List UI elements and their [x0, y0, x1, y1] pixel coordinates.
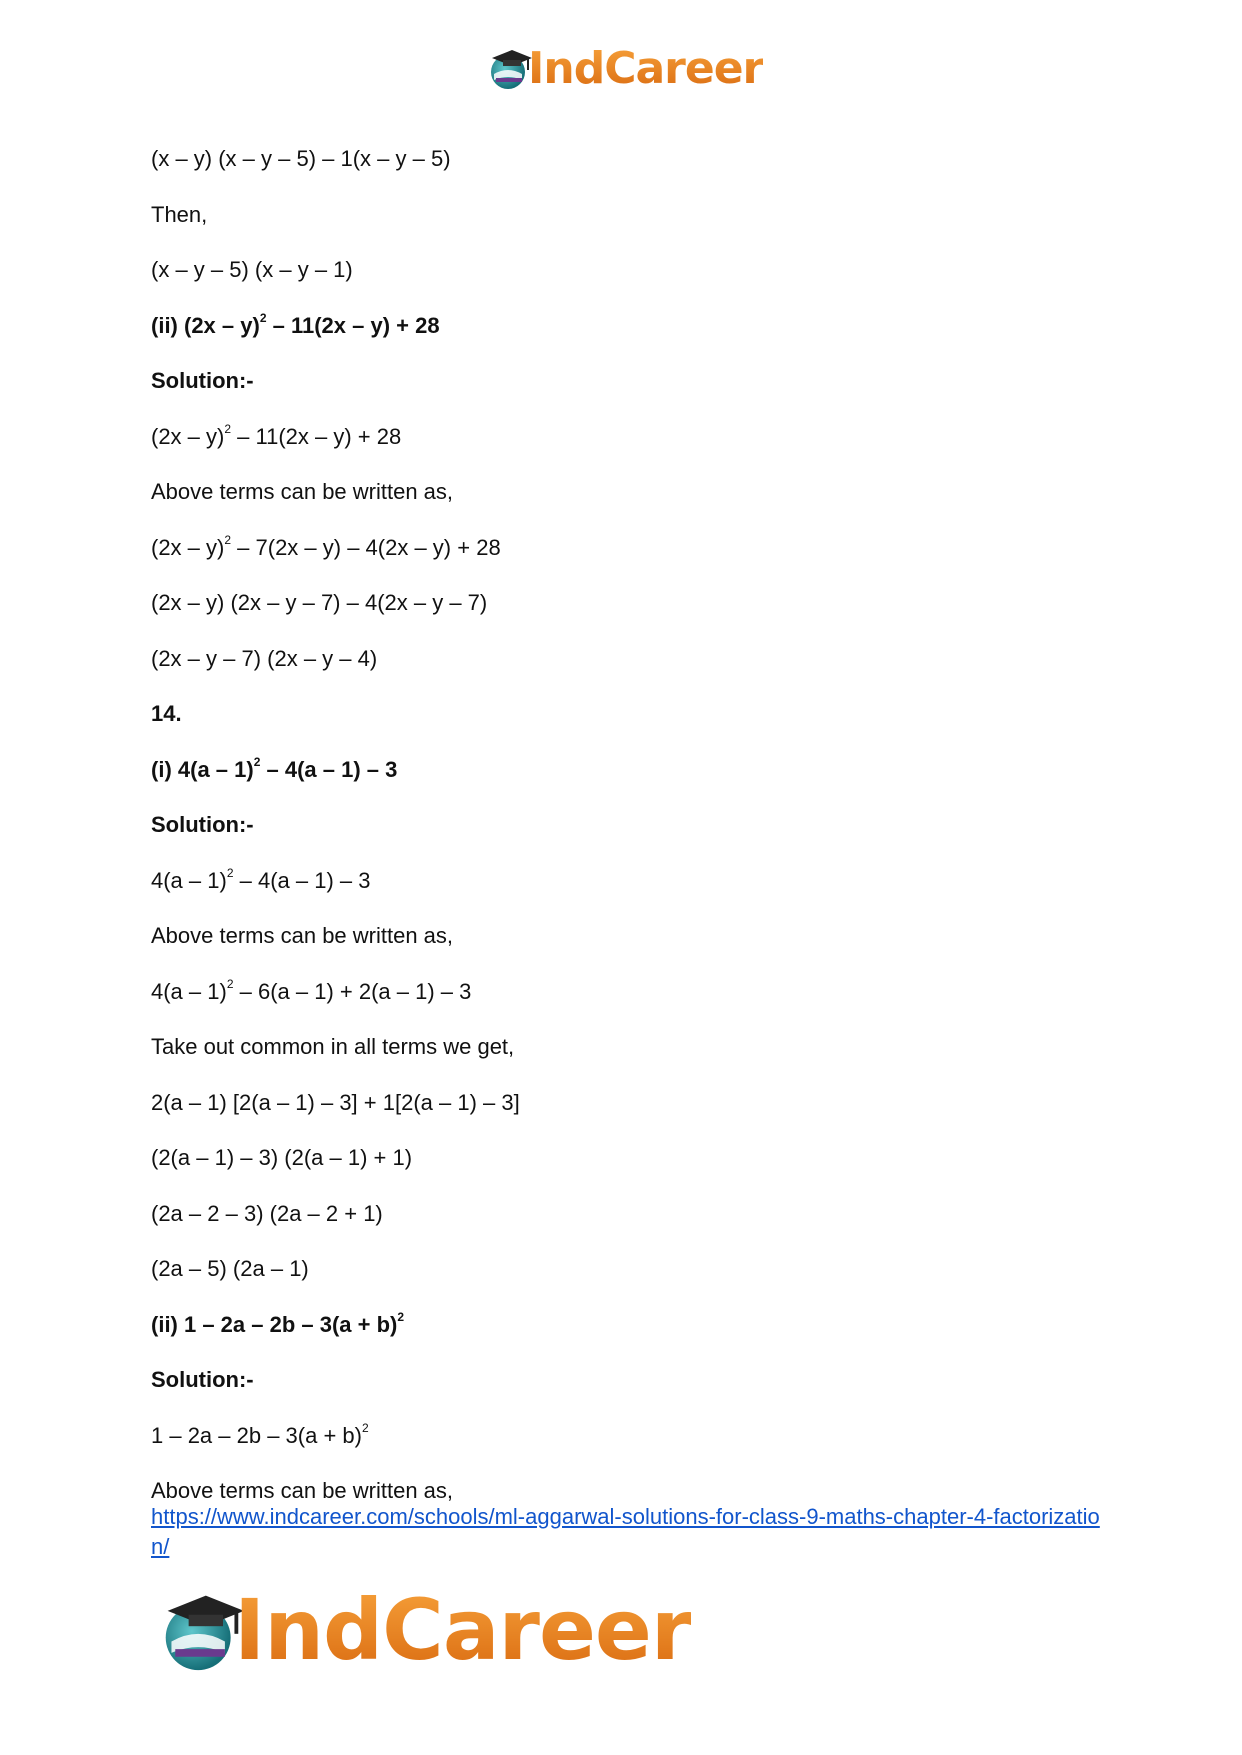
text-line [151, 535, 1111, 561]
text-line: Then, [151, 201, 208, 227]
heading-line: 14. [151, 701, 182, 726]
heading-line: Solution:- [151, 812, 254, 837]
expression-part: – 4(a – 1) – 3 [260, 756, 398, 782]
exponent: 2 [397, 1310, 405, 1325]
expression-part: – 11(2x – y) + 28 [231, 423, 402, 449]
text-line: Above terms can be written as, [151, 1478, 454, 1503]
text-line: (x – y) (x – y – 5) – 1(x – y – 5) [151, 146, 451, 171]
text-line: (2(a – 1) – 3) (2(a – 1) + 1) [151, 1145, 413, 1170]
expression-part: – 7(2x – y) – 4(2x – y) + 28 [231, 534, 501, 560]
footer-logo-text: IndCareer [234, 1581, 692, 1679]
exponent: 2 [224, 422, 232, 437]
graduation-cap-globe-icon [160, 1584, 244, 1676]
exponent: 2 [226, 866, 234, 881]
text-line: 2(a – 1) [2(a – 1) – 3] + 1[2(a – 1) – 3] [151, 1089, 520, 1115]
text-line [151, 424, 1111, 450]
text-line [151, 1423, 1111, 1449]
graduation-cap-globe-icon [488, 44, 532, 92]
expression-part: – 4(a – 1) – 3 [233, 867, 371, 893]
header-logo [488, 42, 763, 94]
exponent: 2 [362, 1421, 369, 1436]
text-line: Above terms can be written as, [151, 479, 454, 504]
expression-part: (i) 4(a – 1) [151, 756, 254, 782]
expression-part: (2x – y) [151, 534, 225, 560]
text-line [151, 868, 1111, 894]
expression-part: 1 – 2a – 2b – 3(a + b) [151, 1422, 362, 1448]
document-body [151, 146, 1111, 1562]
expression-part: (ii) (2x – y) [151, 312, 260, 338]
text-line: Take out common in all terms we get, [151, 1034, 515, 1059]
text-line: (x – y – 5) (x – y – 1) [151, 257, 353, 282]
text-line: (2x – y) (2x – y – 7) – 4(2x – y – 7) [151, 590, 488, 615]
exponent: 2 [224, 533, 232, 548]
heading-line: Solution:- [151, 1367, 254, 1392]
footer-logo [160, 1582, 691, 1678]
text-line: (2a – 5) (2a – 1) [151, 1256, 309, 1281]
heading-line: Solution:- [151, 368, 254, 393]
expression-part: (2x – y) [151, 423, 225, 449]
expression-part: 4(a – 1) [151, 978, 227, 1004]
expression-part: – 6(a – 1) + 2(a – 1) – 3 [233, 978, 472, 1004]
heading-line [151, 1312, 1111, 1338]
header-logo-text: IndCareer [528, 42, 764, 94]
exponent: 2 [259, 311, 267, 326]
text-line: Above terms can be written as, [151, 923, 454, 948]
text-line: (2x – y – 7) (2x – y – 4) [151, 645, 378, 671]
exponent: 2 [226, 977, 234, 992]
exponent: 2 [253, 755, 261, 770]
expression-part: – 11(2x – y) + 28 [266, 312, 440, 338]
expression-part: 4(a – 1) [151, 867, 227, 893]
heading-line [151, 757, 1111, 783]
heading-line [151, 313, 1111, 339]
expression-part: (ii) 1 – 2a – 2b – 3(a + b) [151, 1311, 398, 1337]
source-link[interactable]: https://www.indcareer.com/schools/ml-aggarwal-solutions-for-class-9-maths-chapter-4-factorization/ [151, 1504, 1100, 1559]
text-line [151, 979, 1111, 1005]
text-line: (2a – 2 – 3) (2a – 2 + 1) [151, 1200, 383, 1226]
